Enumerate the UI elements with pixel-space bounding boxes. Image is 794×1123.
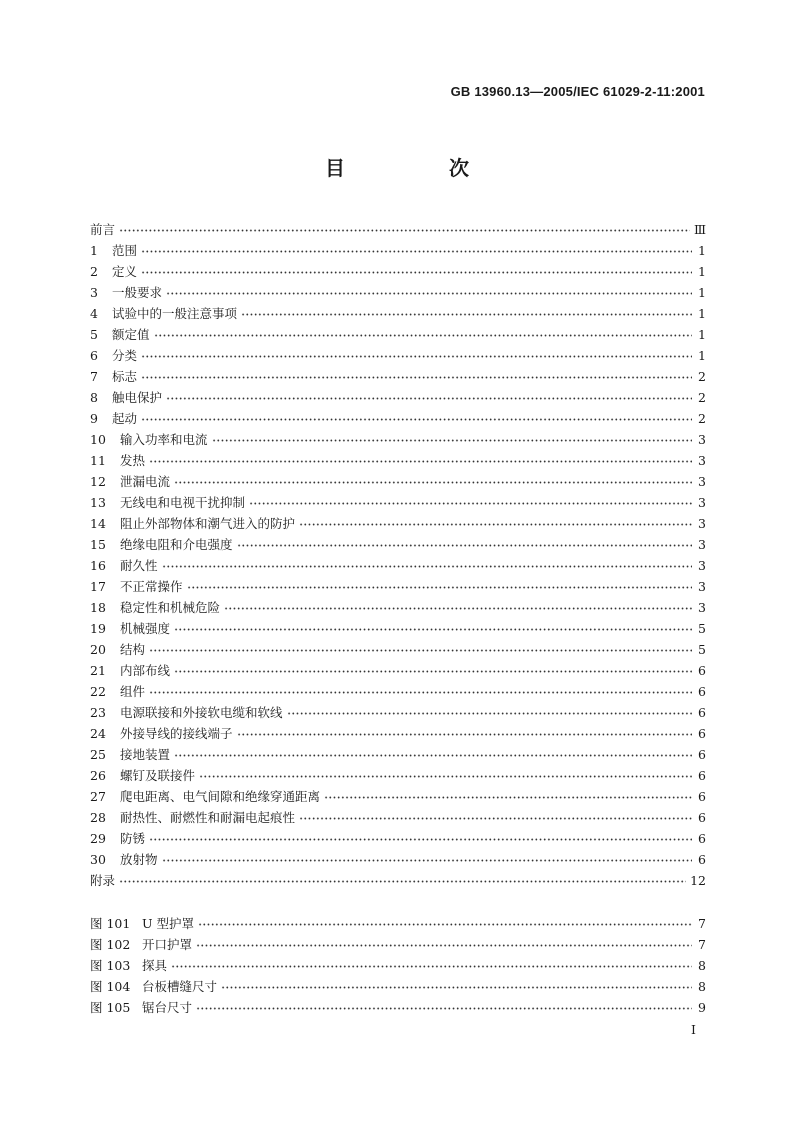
dot-leader <box>212 429 692 450</box>
toc-entry-label: 前言 <box>90 222 116 237</box>
toc-entry[interactable] <box>90 492 706 513</box>
toc-entry[interactable] <box>90 849 706 870</box>
toc-entry[interactable] <box>90 723 706 744</box>
toc-entry-number: 12 <box>90 474 106 489</box>
toc-entry-label: 阻止外部物体和潮气进入的防护 <box>120 516 296 531</box>
toc-entry-label: 标志 <box>112 369 138 384</box>
toc-entry-label: 耐热性、耐燃性和耐漏电起痕性 <box>120 810 296 825</box>
toc-entry-page: 6 <box>698 726 706 741</box>
figure-entry-label: 探具 <box>142 958 168 973</box>
toc-entry-label: 爬电距离、电气间隙和绝缘穿通距离 <box>120 789 321 804</box>
toc-entry-number: 16 <box>90 558 106 573</box>
toc-entry-page: 2 <box>698 390 706 405</box>
dot-leader <box>174 618 692 639</box>
toc-entry-page: 3 <box>698 600 706 615</box>
toc-entry-page: 12 <box>690 873 706 888</box>
dot-leader <box>196 997 692 1018</box>
toc-entry-number: 28 <box>90 810 106 825</box>
dot-leader <box>199 765 692 786</box>
toc-entry-page: 3 <box>698 558 706 573</box>
toc-entry-number: 27 <box>90 789 106 804</box>
toc-entry[interactable] <box>90 618 706 639</box>
figure-entry[interactable] <box>90 976 706 997</box>
toc-entry-page: Ⅲ <box>693 222 706 237</box>
dot-leader <box>299 807 692 828</box>
toc-entry-number: 29 <box>90 831 106 846</box>
toc-entry-number: 21 <box>90 663 106 678</box>
toc-entry[interactable] <box>90 807 706 828</box>
toc-entry-label: 外接导线的接线端子 <box>120 726 233 741</box>
toc-entry-page: 3 <box>698 474 706 489</box>
figure-entry[interactable] <box>90 997 706 1018</box>
toc-entry-page: 5 <box>698 621 706 636</box>
toc-entry-label: 起动 <box>112 411 138 426</box>
figure-entry-label: 锯台尺寸 <box>142 1000 193 1015</box>
toc-entry-label: 组件 <box>120 684 146 699</box>
toc-entry-page: 3 <box>698 537 706 552</box>
toc-entry-label: 发热 <box>120 453 146 468</box>
dot-leader <box>171 955 692 976</box>
figure-entry-page: 7 <box>698 937 706 952</box>
toc-entry-number: 10 <box>90 432 106 447</box>
toc-entry-label: 泄漏电流 <box>120 474 171 489</box>
dot-leader <box>324 786 692 807</box>
page-title: 目 次 <box>325 156 511 180</box>
figure-entry-number: 图 105 <box>90 1000 131 1015</box>
toc-entry[interactable] <box>90 744 706 765</box>
figure-entry-number: 图 102 <box>90 937 131 952</box>
toc-entry-page: 6 <box>698 768 706 783</box>
dot-leader <box>141 261 692 282</box>
page-number: I <box>691 1022 696 1037</box>
toc-entry-number: 1 <box>90 243 98 258</box>
toc-entry[interactable] <box>90 576 706 597</box>
dot-leader <box>174 660 692 681</box>
toc-entry-page: 3 <box>698 579 706 594</box>
dot-leader <box>154 324 692 345</box>
toc-entry-number: 8 <box>90 390 98 405</box>
toc-entry-page: 6 <box>698 684 706 699</box>
toc-entry-number: 24 <box>90 726 106 741</box>
toc-entry-label: 附录 <box>90 873 116 888</box>
toc-entry-label: 分类 <box>112 348 138 363</box>
figure-entry-page: 7 <box>698 916 706 931</box>
toc-entry-number: 14 <box>90 516 106 531</box>
dot-leader <box>198 913 692 934</box>
toc-entry-page: 6 <box>698 663 706 678</box>
dot-leader <box>221 976 692 997</box>
toc-entry-label: 额定值 <box>112 327 150 342</box>
toc-entry-page: 6 <box>698 789 706 804</box>
dot-leader <box>141 240 692 261</box>
toc-entry-number: 4 <box>90 306 98 321</box>
dot-leader <box>141 408 692 429</box>
toc-entry[interactable] <box>90 471 706 492</box>
toc-entry-number: 2 <box>90 264 98 279</box>
table-of-contents <box>90 219 706 891</box>
toc-entry[interactable] <box>90 513 706 534</box>
dot-leader <box>119 219 690 240</box>
figure-entry[interactable] <box>90 934 706 955</box>
dot-leader <box>119 870 686 891</box>
dot-leader <box>174 744 692 765</box>
toc-entry-label: 接地装置 <box>120 747 171 762</box>
dot-leader <box>299 513 692 534</box>
toc-entry-label: 一般要求 <box>112 285 163 300</box>
figure-entry-number: 图 103 <box>90 958 131 973</box>
toc-entry-label: 耐久性 <box>120 558 158 573</box>
toc-entry-page: 1 <box>698 327 706 342</box>
toc-entry[interactable] <box>90 534 706 555</box>
toc-entry-number: 9 <box>90 411 98 426</box>
toc-entry-page: 6 <box>698 831 706 846</box>
dot-leader <box>166 387 692 408</box>
toc-entry-appendix[interactable] <box>90 870 706 891</box>
dot-leader <box>149 681 692 702</box>
dot-leader <box>149 828 692 849</box>
toc-entry[interactable] <box>90 345 706 366</box>
toc-entry-page: 1 <box>698 243 706 258</box>
figure-entry-page: 8 <box>698 958 706 973</box>
dot-leader <box>149 639 692 660</box>
toc-entry-page: 3 <box>698 495 706 510</box>
toc-entry-number: 20 <box>90 642 106 657</box>
dot-leader <box>241 303 692 324</box>
toc-entry-number: 6 <box>90 348 98 363</box>
toc-entry-number: 15 <box>90 537 106 552</box>
toc-entry[interactable] <box>90 681 706 702</box>
toc-entry-number: 7 <box>90 369 98 384</box>
toc-entry[interactable] <box>90 555 706 576</box>
toc-entry-label: 内部布线 <box>120 663 171 678</box>
figure-entry-page: 8 <box>698 979 706 994</box>
dot-leader <box>287 702 692 723</box>
toc-entry-page: 2 <box>698 411 706 426</box>
toc-entry-page: 1 <box>698 306 706 321</box>
standard-code: GB 13960.13—2005/IEC 61029-2-11:2001 <box>450 84 705 99</box>
toc-entry-number: 30 <box>90 852 106 867</box>
toc-entry-page: 5 <box>698 642 706 657</box>
toc-entry[interactable] <box>90 261 706 282</box>
toc-entry-label: 不正常操作 <box>120 579 183 594</box>
toc-entry[interactable] <box>90 429 706 450</box>
toc-entry-number: 19 <box>90 621 106 636</box>
toc-entry[interactable] <box>90 786 706 807</box>
dot-leader <box>174 471 692 492</box>
dot-leader <box>166 282 692 303</box>
toc-entry-number: 25 <box>90 747 106 762</box>
dot-leader <box>237 534 692 555</box>
toc-entry-page: 3 <box>698 432 706 447</box>
figure-entry[interactable] <box>90 913 706 934</box>
toc-entry-label: 稳定性和机械危险 <box>120 600 221 615</box>
toc-entry-number: 5 <box>90 327 98 342</box>
toc-entry-page: 2 <box>698 369 706 384</box>
toc-entry-page: 6 <box>698 705 706 720</box>
dot-leader <box>162 849 692 870</box>
dot-leader <box>162 555 692 576</box>
toc-entry[interactable] <box>90 639 706 660</box>
toc-entry-label: 机械强度 <box>120 621 171 636</box>
figure-entry-label: 开口护罩 <box>142 937 193 952</box>
toc-entry-page: 6 <box>698 747 706 762</box>
toc-entry[interactable] <box>90 408 706 429</box>
dot-leader <box>141 366 692 387</box>
toc-entry[interactable] <box>90 765 706 786</box>
figure-entry-number: 图 104 <box>90 979 131 994</box>
toc-entry-page: 1 <box>698 348 706 363</box>
toc-entry-number: 3 <box>90 285 98 300</box>
toc-entry-page: 6 <box>698 810 706 825</box>
toc-entry-number: 18 <box>90 600 106 615</box>
dot-leader <box>224 597 692 618</box>
toc-entry[interactable] <box>90 282 706 303</box>
figure-entry-number: 图 101 <box>90 916 131 931</box>
figure-entry-page: 9 <box>698 1000 706 1015</box>
toc-entry-label: 放射物 <box>120 852 158 867</box>
toc-entry[interactable] <box>90 702 706 723</box>
toc-entry[interactable] <box>90 303 706 324</box>
dot-leader <box>141 345 692 366</box>
toc-entry-label: 输入功率和电流 <box>120 432 208 447</box>
toc-entry-label: 结构 <box>120 642 146 657</box>
toc-entry-page: 6 <box>698 852 706 867</box>
toc-entry-label: 范围 <box>112 243 138 258</box>
toc-entry-label: 防锈 <box>120 831 146 846</box>
figure-entry[interactable] <box>90 955 706 976</box>
dot-leader <box>149 450 692 471</box>
list-of-figures <box>90 913 706 1018</box>
toc-entry[interactable] <box>90 240 706 261</box>
dot-leader <box>187 576 692 597</box>
toc-entry-number: 22 <box>90 684 106 699</box>
figure-entry-label: 台板槽缝尺寸 <box>142 979 218 994</box>
dot-leader <box>249 492 692 513</box>
toc-entry-label: 触电保护 <box>112 390 163 405</box>
toc-entry-label: 绝缘电阻和介电强度 <box>120 537 233 552</box>
toc-entry-number: 17 <box>90 579 106 594</box>
toc-entry[interactable] <box>90 597 706 618</box>
toc-entry-label: 试验中的一般注意事项 <box>112 306 238 321</box>
toc-entry-label: 定义 <box>112 264 138 279</box>
toc-entry-page: 1 <box>698 285 706 300</box>
toc-entry[interactable] <box>90 828 706 849</box>
toc-entry-number: 26 <box>90 768 106 783</box>
dot-leader <box>196 934 692 955</box>
toc-entry[interactable] <box>90 324 706 345</box>
figure-entry-label: U 型护罩 <box>142 916 195 931</box>
toc-entry-number: 23 <box>90 705 106 720</box>
toc-entry[interactable] <box>90 660 706 681</box>
toc-entry-page: 3 <box>698 516 706 531</box>
toc-entry[interactable] <box>90 387 706 408</box>
toc-entry-page: 3 <box>698 453 706 468</box>
dot-leader <box>237 723 692 744</box>
toc-entry-label: 螺钉及联接件 <box>120 768 196 783</box>
toc-entry-label: 无线电和电视干扰抑制 <box>120 495 246 510</box>
toc-entry[interactable] <box>90 450 706 471</box>
toc-entry-page: 1 <box>698 264 706 279</box>
toc-entry[interactable] <box>90 366 706 387</box>
toc-entry-number: 11 <box>90 453 106 468</box>
toc-entry-number: 13 <box>90 495 106 510</box>
toc-entry-foreword[interactable] <box>90 219 706 240</box>
toc-entry-label: 电源联接和外接软电缆和软线 <box>120 705 283 720</box>
